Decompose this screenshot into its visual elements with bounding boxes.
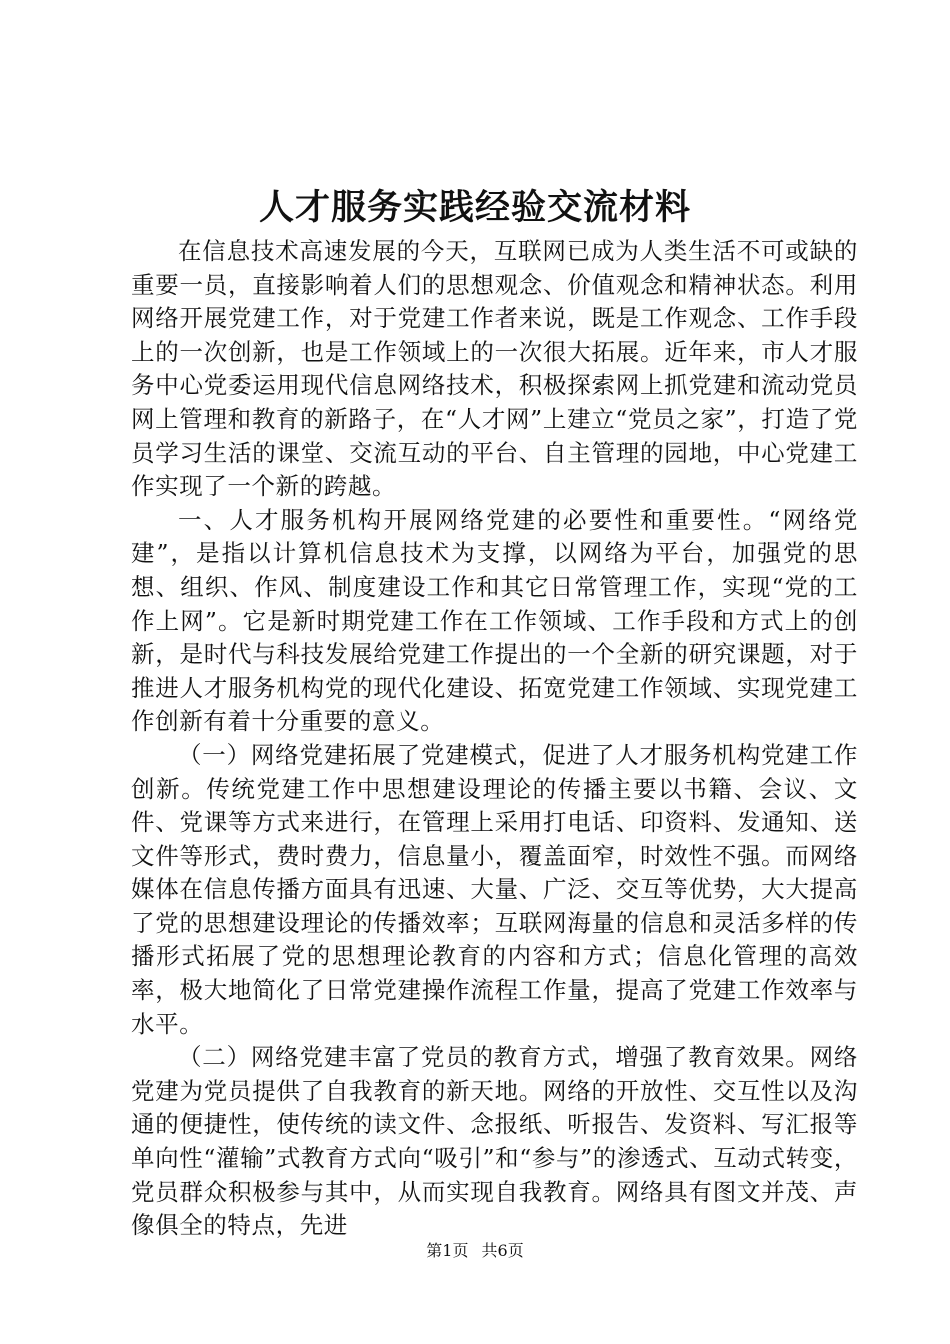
- paragraph-subsection-2: （二）网络党建丰富了党员的教育方式，增强了教育效果。网络党建为党员提供了自我教育的新天地。网络的开放性、交互性以及沟通的便捷性，使传统的读文件、念报纸、听报告、发资料、写汇报等单向性“灌输”式教育方式向“吸引”和“参与”的渗透式、互动式转变，党员群众积极参与其中，从而实现自我教育。网络具有图文并茂、声像俱全的特点，先进: [131, 1043, 858, 1240]
- paragraph-intro: 在信息技术高速发展的今天，互联网已成为人类生活不可或缺的重要一员，直接影响着人们的思想观念、价值观念和精神状态。利用网络开展党建工作，对于党建工作者来说，既是工作观念、工作手段上的一次创新，也是工作领域上的一次很大拓展。近年来，市人才服务中心党委运用现代信息网络技术，积极探索网上抓党建和流动党员网上管理和教育的新路子，在“人才网”上建立“党员之家”，打造了党员学习生活的课堂、交流互动的平台、自主管理的园地，中心党建工作实现了一个新的跨越。: [131, 237, 858, 501]
- page-total: 共6页: [481, 1241, 524, 1260]
- paragraph-subsection-1: （一）网络党建拓展了党建模式，促进了人才服务机构党建工作创新。传统党建工作中思想建设理论的传播主要以书籍、会议、文件、党课等方式来进行，在管理上采用打电话、印资料、发通知、送文件等形式，费时费力，信息量小，覆盖面窄，时效性不强。而网络媒体在信息传播方面具有迅速、大量、广泛、交互等优势，大大提高了党的思想建设理论的传播效率；互联网海量的信息和灵活多样的传播形式拓展了党的思想理论教育的内容和方式；信息化管理的高效率，极大地简化了日常党建操作流程工作量，提高了党建工作效率与水平。: [131, 740, 858, 1038]
- document-title: 人才服务实践经验交流材料: [258, 187, 691, 228]
- page-number: 第1页: [426, 1241, 469, 1260]
- page-footer: [0, 1240, 950, 1262]
- document-body: [131, 235, 858, 1243]
- paragraph-section-1: 一、人才服务机构开展网络党建的必要性和重要性。“网络党建”，是指以计算机信息技术为支撑，以网络为平台，加强党的思想、组织、作风、制度建设工作和其它日常管理工作，实现“党的工作上网”。它是新时期党建工作在工作领域、工作手段和方式上的创新，是时代与科技发展给党建工作提出的一个全新的研究课题，对于推进人才服务机构党的现代化建设、拓宽党建工作领域、实现党建工作创新有着十分重要的意义。: [131, 505, 858, 736]
